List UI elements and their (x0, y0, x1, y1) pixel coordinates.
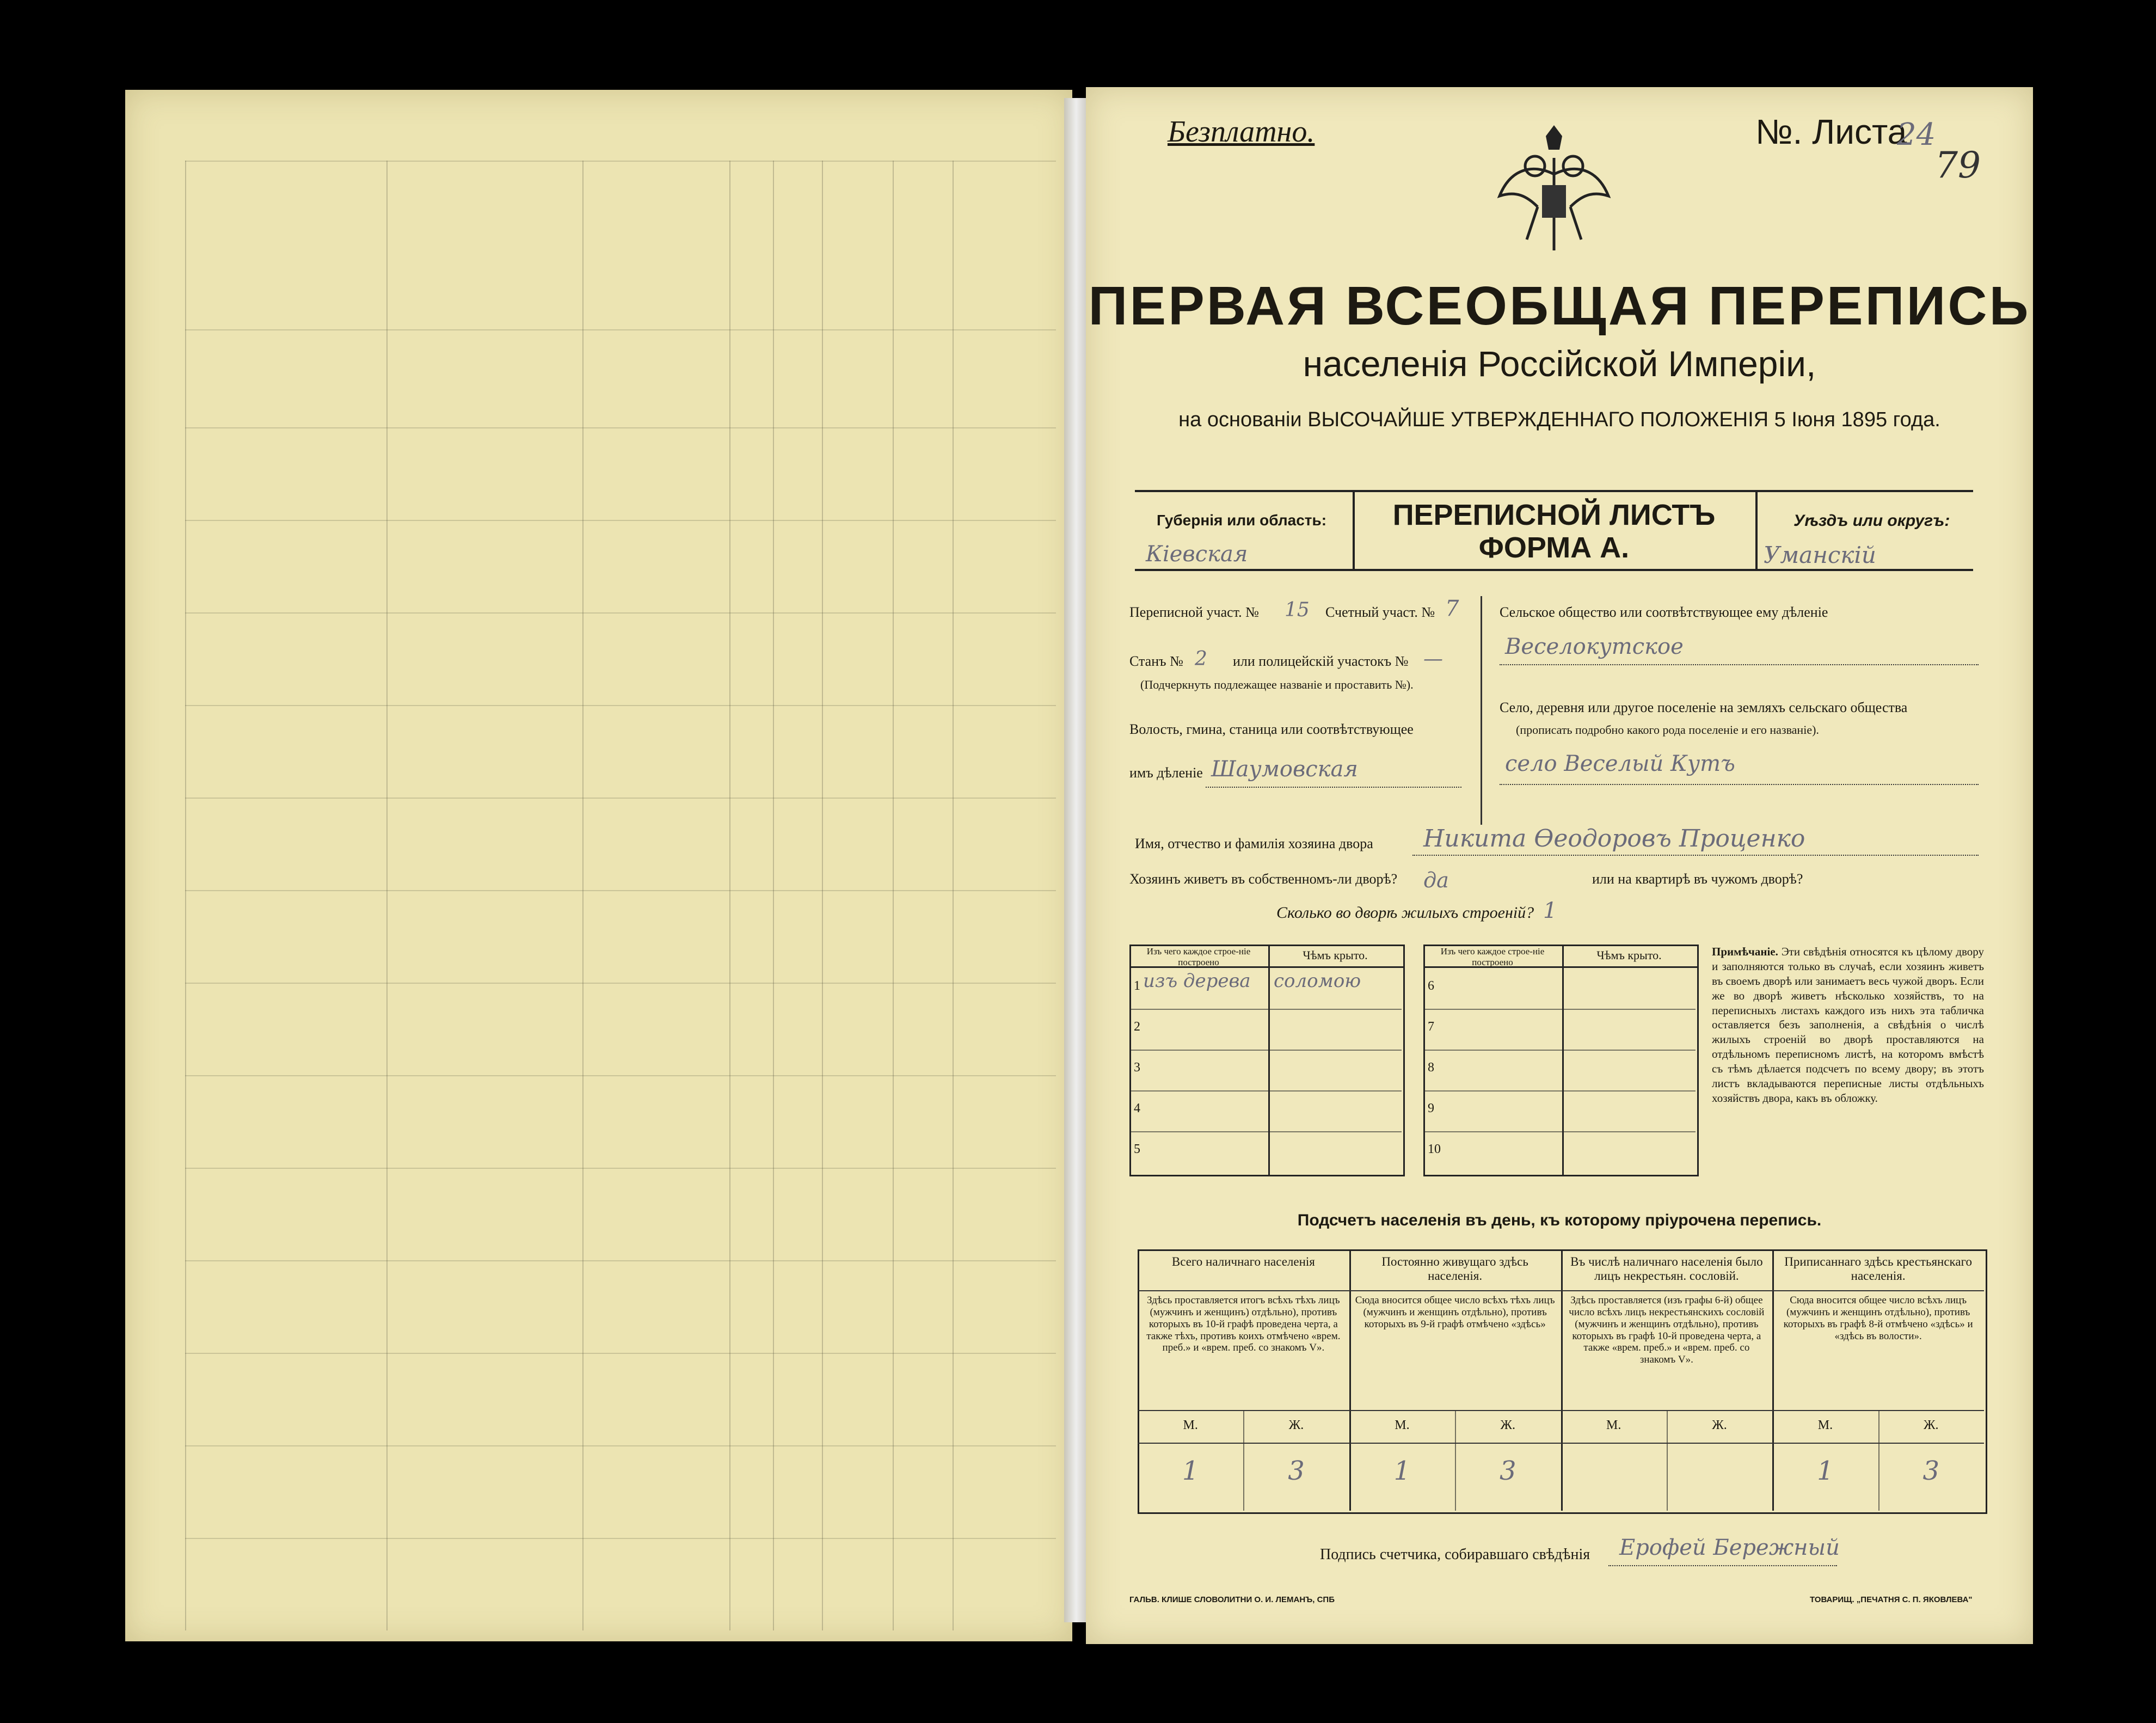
building-left-row-number: 1 (1134, 979, 1140, 993)
sheet-number-pencil: 79 (1935, 144, 1981, 186)
note-text: Эти свѣдѣнія относятся къ цѣлому двору и заполняются только въ случаѣ, если хозяинъ живетъ въ своемъ дворѣ или занимаетъ весь чужой дворъ. Если же во дворѣ живетъ нѣсколько хозяйствъ, то на переписныхъ листахъ каждого изъ нихъ эта табличка оставляется безъ заполненія, а свѣдѣнія о числѣ жилыхъ строеній во дворѣ проставляются на отдѣльномъ переписномъ листѣ, на которомъ вмѣстѣ съ тѣмъ дѣлается подсчетъ по всему двору; въ этотъ листъ вкладываются переписные листы отдѣльныхъ хозяйствъ двора, какъ въ обложку. (1712, 945, 1985, 1105)
rent-label: или на квартирѣ въ чужомъ дворѣ? (1592, 871, 1803, 887)
signature-label: Подпись счетчика, собиравшаго свѣдѣнія (1320, 1546, 1590, 1563)
police-value: — (1423, 648, 1443, 670)
female-label: Ж. (1500, 1418, 1516, 1432)
uezd-value: Уманскій (1764, 542, 1876, 568)
sheet-number-label: №. Листа (1755, 112, 1907, 151)
count-column-header: Приписаннаго здѣсь крестьянскаго населенія. (1784, 1255, 1972, 1283)
census-district-label: Переписной участ. № (1129, 604, 1259, 620)
building-right-row-number: 9 (1428, 1101, 1434, 1115)
count-row-divider (1138, 1410, 1984, 1411)
mf-divider (1878, 1410, 1879, 1511)
volost-label: Волость, гмина, станица или соотвѣтствующее (1129, 721, 1414, 737)
count-row-divider (1138, 1290, 1984, 1291)
right-page (1086, 87, 2033, 1644)
mf-divider (1455, 1410, 1456, 1511)
form-title: ФОРМА А. (1478, 531, 1630, 564)
society-label: Сельское общество или соотвѣтствующее ему дѣленіе (1500, 604, 1828, 620)
count-column-description: Сюда вносится общее число всѣхъ тѣхъ лицъ (мужчинъ и женщинъ отдѣльно), противъ которыхъ въ 9-й графѣ отмѣчено «здѣсь» (1355, 1295, 1555, 1330)
female-count: 3 (1288, 1456, 1305, 1486)
double-headed-eagle-icon (1483, 125, 1625, 267)
count-district-value: 7 (1445, 596, 1459, 621)
table-row-divider (1423, 1050, 1696, 1051)
census-basis: на основаніи ВЫСОЧАЙШЕ УТВЕРЖДЕННАГО ПОЛОЖЕНІЯ 5 Іюня 1895 года. (1178, 408, 1940, 431)
owner-value: Никита Өеодоровъ Проценко (1423, 825, 1805, 853)
buildings-roof-header-2: Чѣмъ крыто. (1596, 948, 1662, 962)
male-count: 1 (1182, 1456, 1199, 1486)
stan-value: 2 (1195, 648, 1207, 670)
census-district-value: 15 (1285, 599, 1310, 621)
female-label: Ж. (1712, 1418, 1727, 1432)
count-district-label: Счетный участ. № (1325, 604, 1435, 620)
building-right-row-number: 6 (1428, 979, 1434, 993)
count-column-description: Здѣсь проставляется итогъ всѣхъ тѣхъ лицъ (мужчинъ и женщинъ) отдѣльно), противъ которыхъ въ 10-й графѣ проведена черта, а также тѣхъ, противъ коихъ отмѣчено «врем. преб.» и «врем. преб. со знакомъ V». (1146, 1295, 1341, 1354)
building-left-row-number: 3 (1134, 1060, 1140, 1075)
guberniya-label: Губернія или область: (1157, 512, 1327, 529)
guberniya-value: Кіевская (1146, 542, 1248, 567)
building-left-row-number: 4 (1134, 1101, 1140, 1115)
sheet-number-value: 24 (1897, 117, 1936, 152)
table-row-divider (1129, 1009, 1402, 1010)
own-yard-label: Хозяинъ живетъ въ собственномъ-ли дворѣ? (1129, 871, 1398, 887)
volost-value: Шаумовская (1211, 757, 1358, 782)
count-column-header: Постоянно живущаго здѣсь населенія. (1381, 1255, 1528, 1283)
male-label: М. (1183, 1418, 1198, 1432)
building-left-row-number: 2 (1134, 1020, 1140, 1034)
male-count: 1 (1817, 1456, 1834, 1486)
village-note: (прописать подробно какого рода поселеніе и его названіе). (1516, 723, 1819, 737)
table-row-divider (1423, 1009, 1696, 1010)
society-value: Веселокутское (1505, 634, 1684, 659)
count-column-header: Въ числѣ наличнаго населенія было лицъ некрестьян. сословій. (1570, 1255, 1763, 1283)
count-row-divider (1138, 1443, 1984, 1444)
free-label: Безплатно. (1168, 115, 1315, 149)
buildings-value: 1 (1543, 898, 1557, 923)
table-row-divider (1129, 1050, 1402, 1051)
sheet-title: ПЕРЕПИСНОЙ ЛИСТЪ (1392, 499, 1716, 531)
note-title: Примѣчаніе. (1712, 945, 1778, 958)
table-row-divider (1423, 1090, 1696, 1092)
building-right-row-number: 10 (1428, 1142, 1441, 1156)
building-1-roof: соломою (1274, 970, 1361, 992)
left-page (125, 90, 1072, 1641)
note-block (1712, 945, 1984, 1106)
mf-divider (1243, 1410, 1244, 1511)
female-count: 3 (1500, 1456, 1516, 1486)
table-row-divider (1129, 1131, 1402, 1132)
male-label: М. (1395, 1418, 1410, 1432)
own-yard-value: да (1423, 868, 1449, 892)
building-1-material: изъ дерева (1143, 970, 1251, 992)
male-label: М. (1817, 1418, 1833, 1432)
count-column-description: Здѣсь проставляется (изъ графы 6-й) общее число всѣхъ лицъ некрестьянскихъ сословій (мужчинъ и женщинъ отдѣльно), противъ которыхъ въ графѣ 10-й проведена черта, а также «врем. преб.» и «врем. преб. со знакомъ V». (1569, 1295, 1765, 1366)
volost-label-2: имъ дѣленіе (1129, 765, 1203, 781)
male-label: М. (1606, 1418, 1621, 1432)
count-column-header: Всего наличнаго населенія (1171, 1255, 1315, 1268)
count-title: Подсчетъ населенія въ день, къ которому пріурочена перепись. (1297, 1211, 1822, 1229)
footer-left: ГАЛЬВ. КЛИШЕ СЛОВОЛИТНИ О. И. ЛЕМАНЪ, СПБ (1129, 1595, 1335, 1604)
buildings-label: Сколько во дворѣ жилыхъ строеній? (1276, 904, 1534, 922)
count-column-divider (1561, 1249, 1563, 1511)
buildings-table-right (1423, 945, 1699, 1176)
footer-right: ТОВАРИЩ. „ПЕЧАТНЯ С. П. ЯКОВЛЕВА" (1810, 1595, 1973, 1604)
female-label: Ж. (1924, 1418, 1939, 1432)
uezd-label: Уѣздъ или округъ: (1793, 512, 1950, 530)
buildings-material-header-2: Изъ чего каждое строе-ніе построено (1440, 946, 1545, 967)
village-label: Село, деревня или другое поселеніе на земляхъ сельскаго общества (1500, 700, 1908, 715)
building-right-row-number: 7 (1428, 1020, 1434, 1034)
count-column-description: Сюда вносится общее число всѣхъ лицъ (мужчинъ и женщинъ отдѣльно), противъ которыхъ въ графѣ 8-й отмѣчено «здѣсь» и «здѣсь въ волости». (1783, 1295, 1973, 1342)
buildings-material-header: Изъ чего каждое строе-ніе построено (1146, 946, 1251, 967)
male-count: 1 (1393, 1456, 1411, 1486)
female-label: Ж. (1288, 1418, 1304, 1432)
police-label: или полицейскій участокъ № (1233, 653, 1409, 669)
census-title: ПЕРВАЯ ВСЕОБЩАЯ ПЕРЕПИСЬ (1088, 275, 2031, 336)
female-count: 3 (1922, 1456, 1940, 1486)
table-row-divider (1423, 1131, 1696, 1132)
census-subtitle: населенія Россійской Имперіи, (1303, 344, 1816, 384)
mf-divider (1667, 1410, 1668, 1511)
table-row-divider (1129, 1090, 1402, 1092)
village-value: село Веселый Кутъ (1505, 751, 1735, 776)
signature-value: Ерофей Бережный (1619, 1535, 1840, 1560)
owner-label: Имя, отчество и фамилія хозяина двора (1135, 836, 1373, 851)
building-left-row-number: 5 (1134, 1142, 1140, 1156)
stan-label: Станъ № (1129, 653, 1183, 669)
buildings-roof-header: Чѣмъ крыто. (1303, 948, 1368, 962)
building-right-row-number: 8 (1428, 1060, 1434, 1075)
underline-note: (Подчеркнуть подлежащее названіе и проставить №). (1140, 678, 1414, 691)
